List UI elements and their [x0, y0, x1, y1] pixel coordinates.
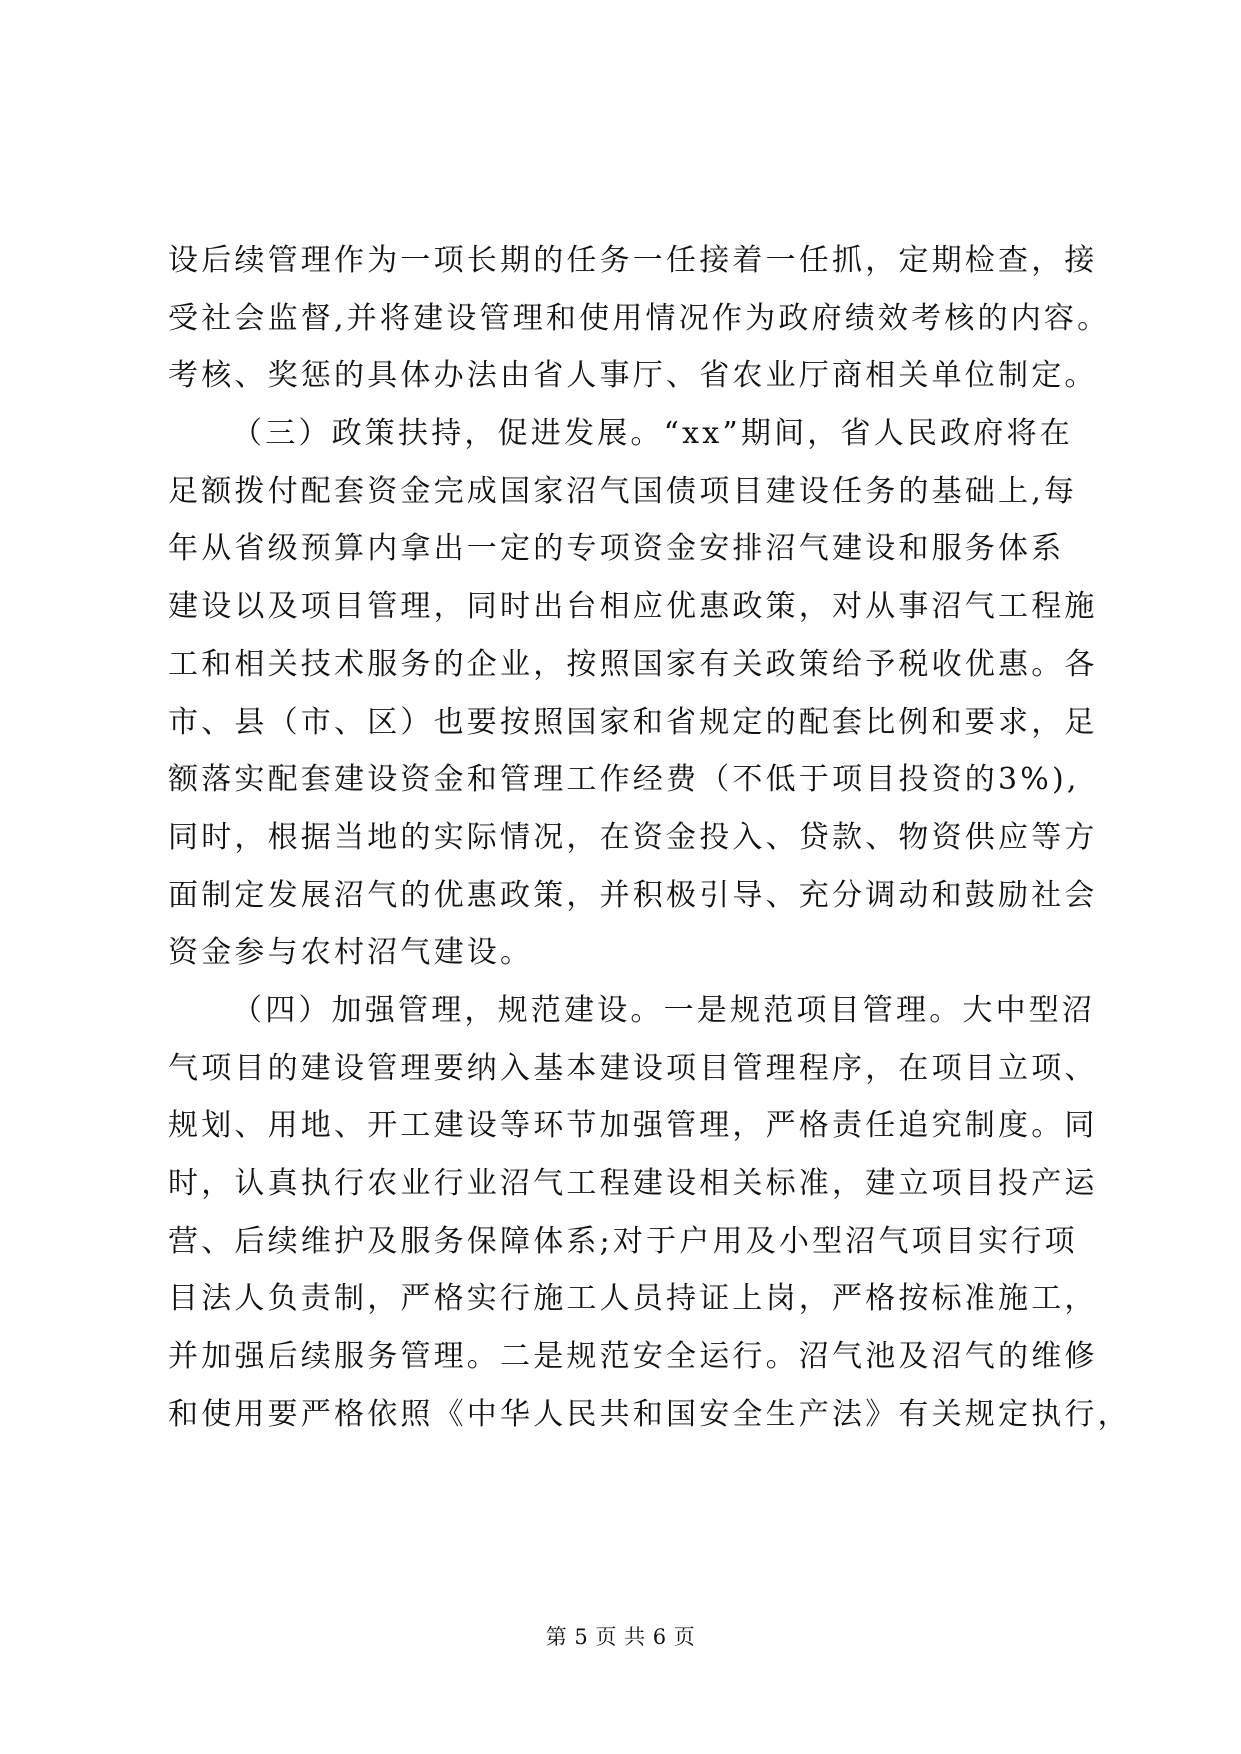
text-line-21: 和使用要严格依照《中华人民共和国安全生产法》有关规定执行， — [168, 1396, 1131, 1432]
text-line-1: 设后续管理作为一项长期的任务一任接着一任抓，定期检查，接 — [168, 243, 1098, 278]
paragraph-start-3: （三）政策扶持，促进发展。“xx”期间，省人民政府将在 — [232, 416, 1073, 452]
text-line-20: 并加强后续服务管理。二是规范安全运行。沼气池及沼气的维修 — [168, 1339, 1098, 1375]
text-line-2: 受社会监督,并将建设管理和使用情况作为政府绩效考核的内容。 — [168, 300, 1111, 336]
text-line-7: 建设以及项目管理，同时出台相应优惠政策，对从事沼气工程施 — [168, 589, 1098, 625]
text-line-9: 市、县（市、区）也要按照国家和省规定的配套比例和要求，足 — [168, 704, 1098, 740]
text-line-13: 资金参与农村沼气建设。 — [168, 935, 534, 971]
text-line-12: 面制定发展沼气的优惠政策，并积极引导、充分调动和鼓励社会 — [168, 877, 1098, 913]
text-line-8: 工和相关技术服务的企业，按照国家有关政策给予税收优惠。各 — [168, 646, 1098, 682]
text-line-17: 时，认真执行农业行业沼气工程建设相关标准，建立项目投产运 — [168, 1166, 1098, 1201]
text-line-5: 足额拨付配套资金完成国家沼气国债项目建设任务的基础上,每 — [168, 473, 1078, 509]
text-line-15: 气项目的建设管理要纳入基本建设项目管理程序，在项目立项、 — [168, 1050, 1098, 1086]
text-line-11: 同时，根据当地的实际情况，在资金投入、贷款、物资供应等方 — [168, 819, 1098, 855]
text-line-10: 额落实配套建设资金和管理工作经费（不低于项目投资的3%), — [168, 762, 1080, 798]
text-line-3: 考核、奖惩的具体办法由省人事厅、省农业厅商相关单位制定。 — [168, 358, 1098, 394]
paragraph-start-4: （四）加强管理，规范建设。一是规范项目管理。大中型沼 — [232, 992, 1096, 1028]
text-line-18: 营、后续维护及服务保障体系;对于户用及小型沼气项目实行项 — [168, 1223, 1078, 1259]
page-number-footer: 第 5 页 共 6 页 — [545, 1625, 696, 1649]
text-line-19: 目法人负责制，严格实行施工人员持证上岗，严格按标准施工， — [168, 1281, 1098, 1317]
text-line-6: 年从省级预算内拿出一定的专项资金安排沼气建设和服务体系 — [168, 531, 1065, 567]
document-body — [168, 232, 1131, 1443]
text-line-16: 规划、用地、开工建设等环节加强管理，严格责任追究制度。同 — [168, 1108, 1098, 1144]
